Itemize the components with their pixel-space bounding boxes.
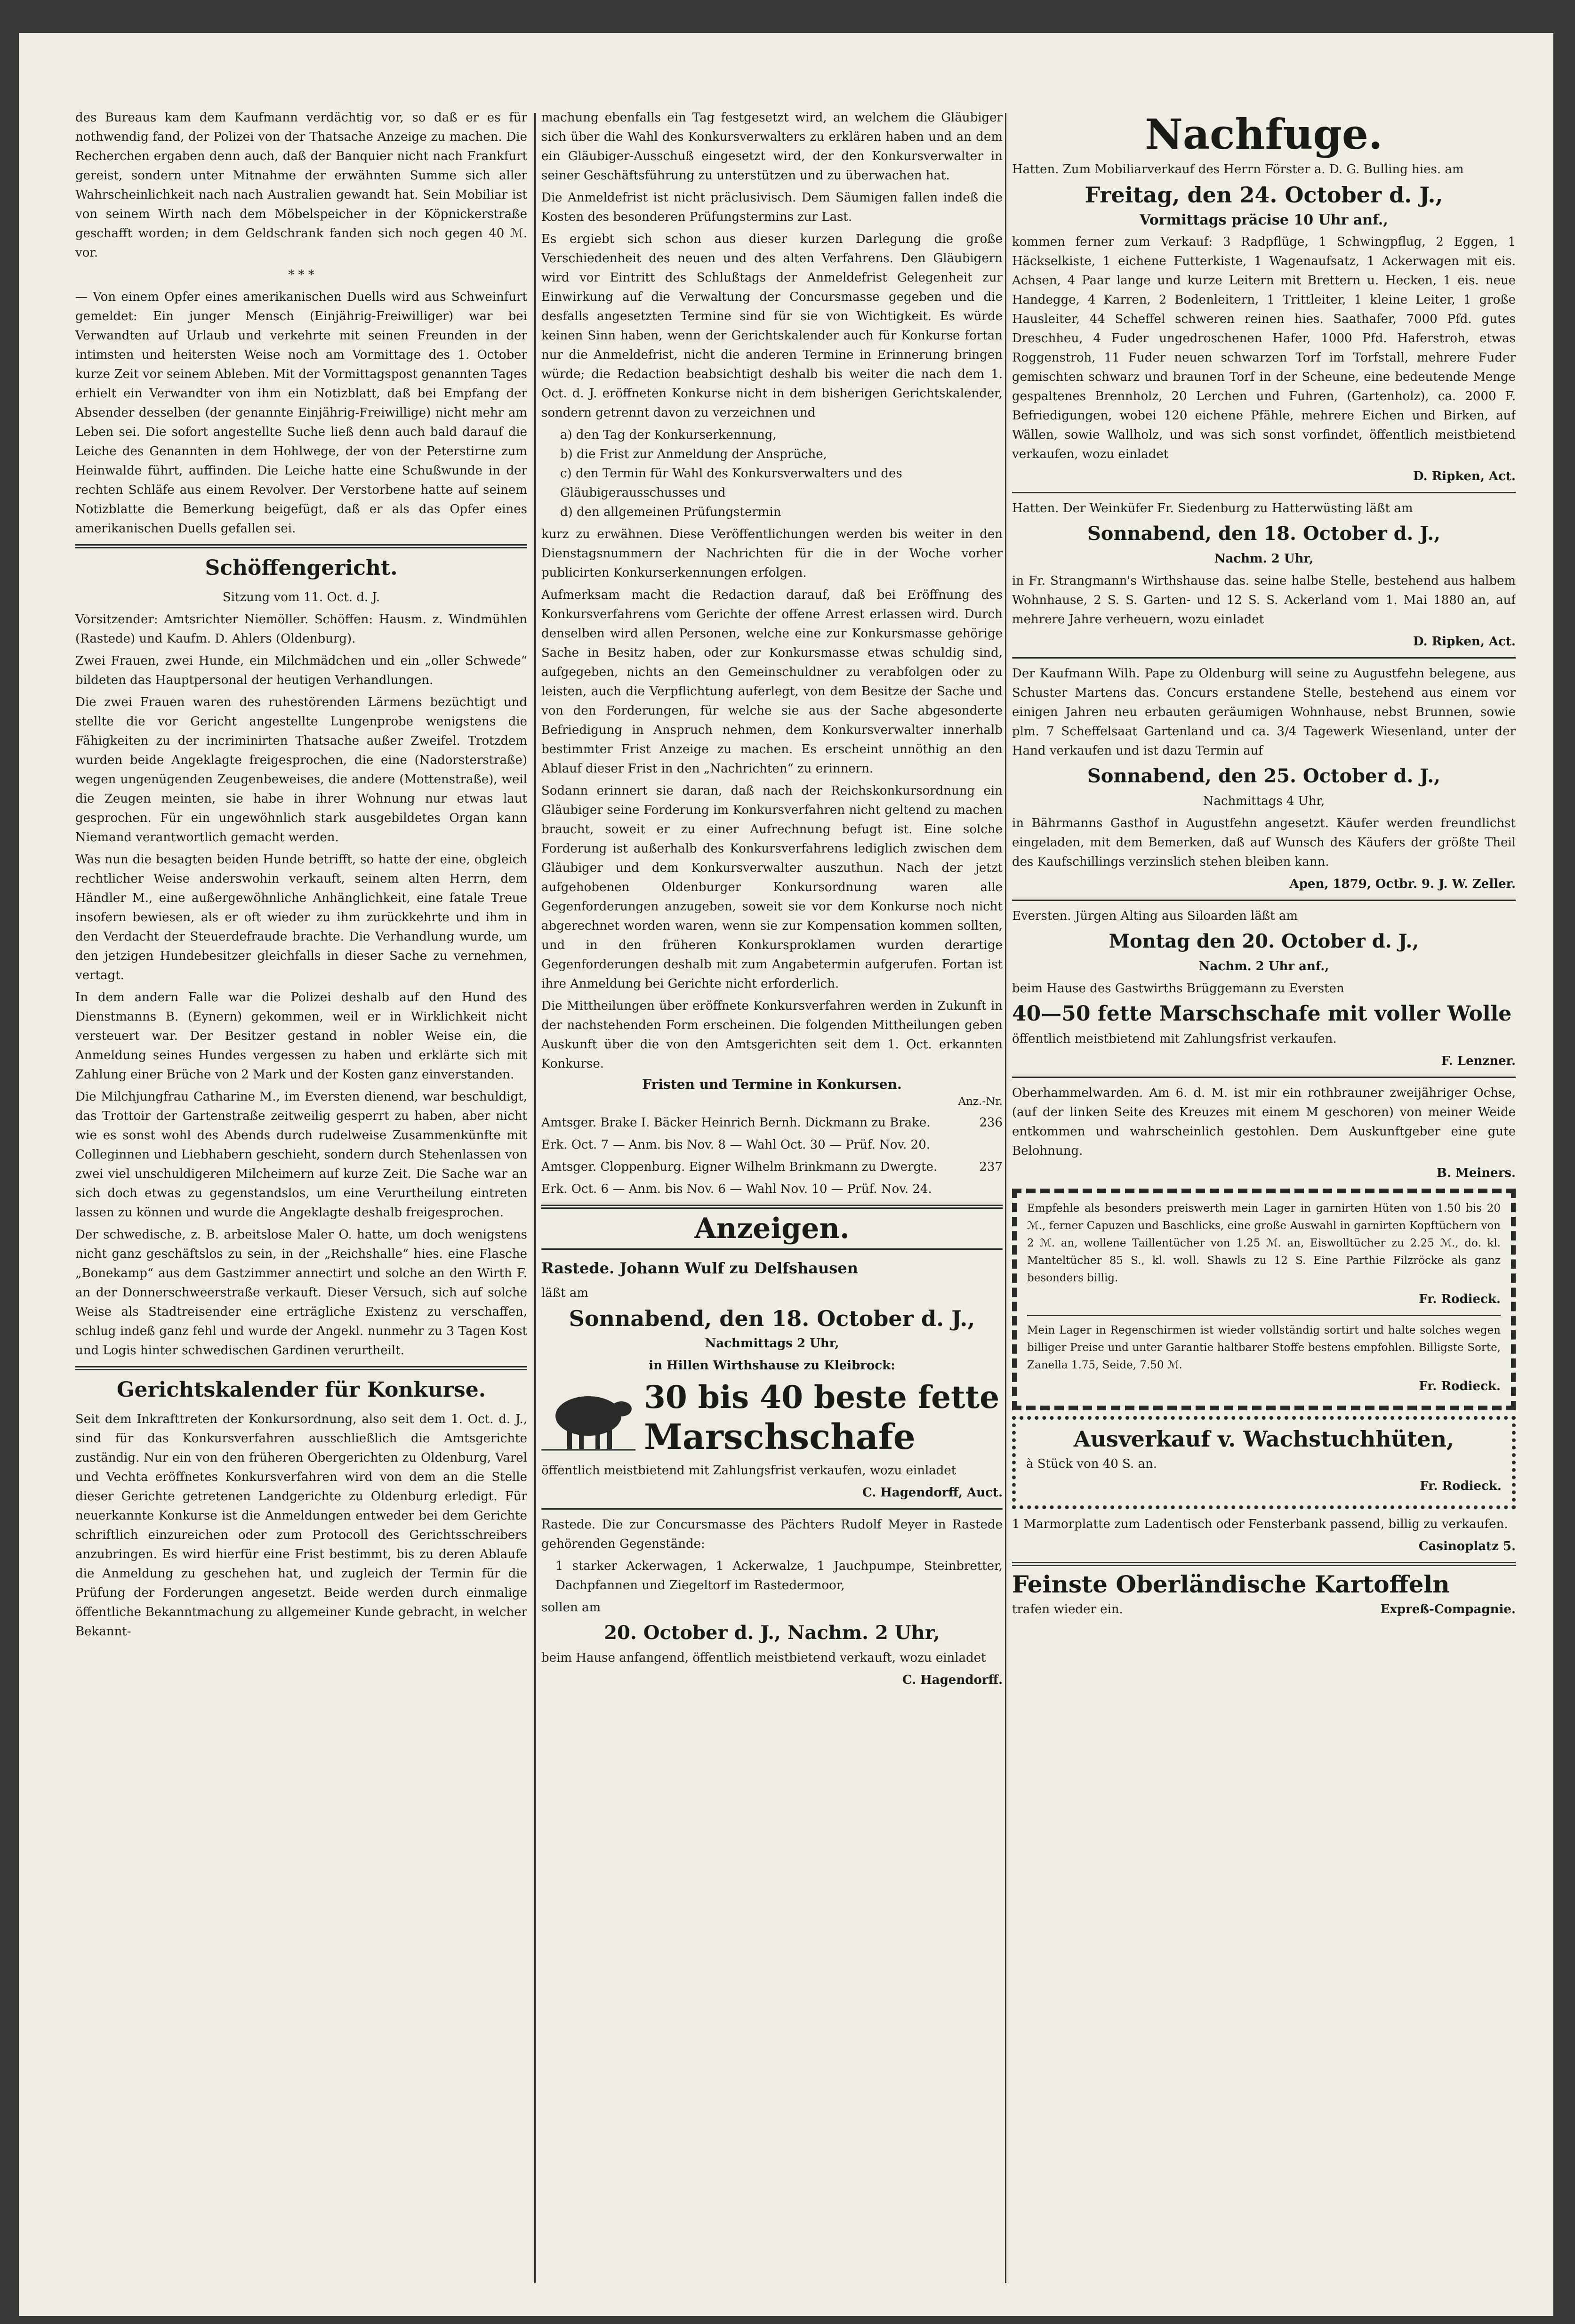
- divider: [1012, 1562, 1516, 1566]
- ad-wulf-title: Marschschafe: [644, 1417, 916, 1457]
- ad-marmor-sign: Casinoplatz 5.: [1418, 1539, 1516, 1553]
- list-item: d) den allgemeinen Prüfungstermin: [560, 505, 781, 519]
- ad-alting-big: 40—50 fette Marschschafe mit voller Wolle: [1012, 1002, 1512, 1026]
- ad-rodieck-sign: Fr. Rodieck.: [1419, 1292, 1501, 1306]
- heading-gerichtskalender: Gerichtskalender für Konkurse.: [116, 1378, 486, 1402]
- ad-pape-body: in Bährmanns Gasthof in Augustfehn angesetzt. Käufer werden freundlichst eingeladen, mit dem Bemerken, daß auf Wunsch des Käufers der größte Theil des Kaufschillings verzinslich stehen bleiben kann.: [1012, 816, 1516, 869]
- ad-siedenburg-time: Nachm. 2 Uhr,: [1214, 552, 1314, 566]
- divider: [1027, 1315, 1501, 1316]
- ad-siedenburg-sign: D. Ripken, Act.: [1413, 635, 1516, 649]
- court-case-dog1: Was nun die besagten beiden Hunde betrifft, so hatte der eine, obgleich rechtlicher Weise anderswohin verkauft, seinem alten Herrn, dem Händler M., eine außergewöhnliche Anhänglichkeit, eine fatale Treue insofern bewiesen, als er oft wieder zu ihm zurückkehrte und ihm in den Verdacht der Steuerdefraude brachte. Die Verhandlung wurde, um den jetzigen Hundebesitzer gleichfalls in dieser Sache zu vernehmen, vertagt.: [75, 852, 527, 982]
- ad-meiners-sign: B. Meiners.: [1436, 1166, 1516, 1180]
- ad-meyer-tail2: beim Hause anfangend, öffentlich meistbietend verkauft, wozu einladet: [541, 1651, 986, 1665]
- konkurs-entry-head: Amtsger. Cloppenburg. Eigner Wilhelm Brinkmann zu Dwergte.: [541, 1160, 938, 1174]
- ad-kartoffeln-title: Feinste Oberländische Kartoffeln: [1012, 1570, 1450, 1598]
- ad-siedenburg-text: Hatten. Der Weinküfer Fr. Siedenburg zu Hatterwüsting läßt am: [1012, 501, 1413, 515]
- ad-siedenburg-date: Sonnabend, den 18. October d. J.,: [1087, 523, 1441, 545]
- ad-bulling-sign: D. Ripken, Act.: [1413, 469, 1516, 483]
- heading-fristen: Fristen und Termine in Konkursen.: [642, 1077, 902, 1092]
- ad-wachstuch-sub: à Stück von 40 S. an.: [1026, 1457, 1157, 1471]
- column-right: [1012, 108, 1516, 2283]
- konkurs-para-2: Die Anmeldefrist ist nicht präclusivisch. Dem Säumigen fallen indeß die Kosten des besonderen Prüfungstermins zur Last.: [541, 191, 1003, 224]
- newspaper-page: [19, 33, 1553, 2316]
- column-left: [75, 108, 527, 2283]
- ad-pape-sign: Apen, 1879, Octbr. 9. J. W. Zeller.: [1289, 877, 1516, 891]
- ad-rodieck-hats: Empfehle als besonders preiswerth mein Lager in garnirten Hüten von 1.50 bis 20 ℳ., ferner Capuzen und Baschlicks, eine große Auswahl in garnirten Kopftüchern von 2 ℳ. an, wollene Taillentücher von 1.25 ℳ. an, Eiswolltücher zu 2.25 ℳ., do. kl. Manteltücher 85 S., kl. woll. Shawls zu 12 S. Eine Parthie Filzröcke als ganz besonders billig.: [1027, 1202, 1501, 1284]
- divider: [75, 1366, 527, 1370]
- ad-wulf-count: 30 bis 40 beste fette: [644, 1379, 1000, 1415]
- divider: [541, 1205, 1003, 1209]
- ad-marmor-text: 1 Marmorplatte zum Ladentisch oder Fensterbank passend, billig zu verkaufen.: [1012, 1517, 1508, 1531]
- ad-meyer-date: 20. October d. J., Nachm. 2 Uhr,: [604, 1622, 940, 1644]
- ad-kartoffeln-text: trafen wieder ein.: [1012, 1602, 1123, 1616]
- divider: [541, 1248, 1003, 1250]
- ad-wulf-sheep-block: [541, 1378, 1003, 1458]
- ad-alting-place: beim Hause des Gastwirths Brüggemann zu Eversten: [1012, 981, 1344, 996]
- divider: [75, 544, 527, 548]
- ad-wachstuch-title: Ausverkauf v. Wachstuchhüten,: [1073, 1426, 1454, 1452]
- ad-pape-time: Nachmittags 4 Uhr,: [1203, 794, 1325, 808]
- sheep-icon: [541, 1383, 635, 1454]
- ad-wulf-big-text: [644, 1378, 999, 1458]
- konkurs-para-6: Sodann erinnert sie daran, daß nach der Reichskonkursordnung ein Gläubiger seine Forderung im Konkursverfahren nicht geltend zu machen braucht, soweit er zu einer Aufrechnung befugt ist. Eine solche Forderung ist außerhalb des Konkursverfahrens lediglich zwischen dem Gläubiger und dem Konkursverwalter auszuthun. Nach der jetzt aufgehobenen Oldenburger Konkursordnung waren alle Gegenforderungen anzugeben, soweit sie vor dem Konkurse noch nicht abgerechnet worden waren, wenn sie zur Kompensation kommen sollten, und in den früheren Konkursproklamen wurden derartige Gegenforderungen deshalb mit zum Angabetermin aufgerufen. Fortan ist ihre Anmeldung bei Gerichte nicht erforderlich.: [541, 784, 1003, 991]
- ad-meyer-text: Rastede. Die zur Concursmasse des Pächters Rudolf Meyer in Rastede gehörenden Gegenstände:: [541, 1518, 1003, 1551]
- ad-alting-time: Nachm. 2 Uhr anf.,: [1198, 959, 1329, 973]
- ad-bulling-text: Hatten. Zum Mobiliarverkauf des Herrn Förster a. D. G. Bulling hies. am: [1012, 162, 1464, 177]
- list-item: a) den Tag der Konkurserkennung,: [560, 428, 777, 442]
- ad-bulling-time: Vormittags präcise 10 Uhr anf.,: [1140, 212, 1388, 228]
- ad-wulf-laesst: läßt am: [541, 1286, 589, 1300]
- divider: [1012, 1077, 1516, 1078]
- ad-wulf-sign: C. Hagendorff, Auct.: [862, 1486, 1003, 1500]
- konkurs-para-5: Aufmerksam macht die Redaction darauf, daß bei Eröffnung des Konkursverfahrens vom Gerichte der offene Arrest erlassen wird. Durch denselben wird allen Personen, welche eine zur Konkursmasse gehörige Sache in Besitz haben, oder zur Konkursmasse etwas schuldig sind, aufgegeben, nichts an den Gemeinschuldner zu verabfolgen oder zu leisten, auch die Verpflichtung auferlegt, von dem Besitze der Sache und von den Forderungen, für welche sie aus der Sache abgesonderte Befriedigung in Anspruch nehmen, dem Konkursverwalter innerhalb bestimmter Frist Anzeige zu machen. Es erscheint unnöthig an den Ablauf dieser Frist in den „Nachrichten“ zu erinnern.: [541, 588, 1003, 776]
- column-middle: [541, 108, 1003, 2283]
- konkurs-entry-dates: Erk. Oct. 7 — Anm. bis Nov. 8 — Wahl Oct. 30 — Prüf. Nov. 20.: [541, 1138, 931, 1152]
- ad-pape-text: Der Kaufmann Wilh. Pape zu Oldenburg will seine zu Augustfehn belegene, aus Schuster Martens das. Concurs erstandene Stelle, bestehend aus einem vor einigen Jahren neu erbauten geräumigen Wohnhause, nebst Brunnen, sowie plm. 7 Scheffelsaat Gartenland und ca. 3/4 Tagewerk Wiesenland, unter der Hand verkaufen und ist dazu Termin auf: [1012, 667, 1516, 758]
- ad-alting-text: Eversten. Jürgen Alting aus Siloarden läßt am: [1012, 909, 1298, 923]
- ad-wulf-place: in Hillen Wirthshause zu Kleibrock:: [649, 1359, 895, 1373]
- konkurs-para-7: Die Mittheilungen über eröffnete Konkursverfahren werden in Zukunft in der nachstehenden Form erscheinen. Die folgenden Mittheilungen geben Auskunft über die von den Amtsgerichten seit dem 1. Oct. erkannten Konkurse.: [541, 999, 1003, 1071]
- ad-wachstuch-frame: [1012, 1416, 1516, 1509]
- article-banker-end: des Bureaus kam dem Kaufmann verdächtig vor, so daß er es für nothwendig fand, der Polizei von der Thatsache Anzeige zu machen. Die Recherchen ergaben denn auch, daß der Banquier nicht nach Frankfurt gereist, sondern unter Mitnahme der erwähnten Summe sich aller Wahrscheinlichkeit nach nach Australien gewandt hat. Sein Mobiliar ist von seinem Wirth nach dem Möbelspeicher in der Köpnickerstraße geschafft worden; in dem Geldschrank fanden sich noch gegen 40 ℳ. vor.: [75, 111, 527, 260]
- divider: [1012, 492, 1516, 493]
- divider: [1012, 900, 1516, 901]
- ad-kartoffeln-footer: [1012, 1600, 1516, 1622]
- ad-siedenburg-body: in Fr. Strangmann's Wirthshause das. seine halbe Stelle, bestehend aus halbem Wohnhause, 2 S. S. Garten- und 12 S. S. Ackerland vom 1. Mai 1880 an, auf mehrere Jahre verheuern, wozu einladet: [1012, 574, 1516, 627]
- ad-wulf-tail: öffentlich meistbietend mit Zahlungsfrist verkaufen, wozu einladet: [541, 1464, 956, 1478]
- court-case-women: Die zwei Frauen waren des ruhestörenden Lärmens bezüchtigt und stellte die vor Gericht angestellte Lungenprobe wenigstens die Fähigkeiten zu der incriminirten Thatsache außer Zweifel. Trotzdem wurden beide Angeklagte freigesprochen, die eine (Nadorsterstraße) wegen ungenügenden Zeugenbeweises, die andere (Mottenstraße), weil die Zeugen meinten, sie habe in ihrer Wohnung nur etwas laut gesprochen. Für ein ungewöhnlich stark ausgebildetes Organ kann Niemand verantwortlich gemacht werden.: [75, 695, 527, 844]
- konkurs-para-1: machung ebenfalls ein Tag festgesetzt wird, an welchem die Gläubiger sich über die Wahl des Konkursverwalters zu erklären haben und an dem ein Gläubiger-Ausschuß eingesetzt wird, der den Konkursverwalter in seiner Geschäftsführung zu unterstützen und zu überwachen hat.: [541, 111, 1003, 183]
- column-rule: [534, 113, 536, 2283]
- ad-wulf-date: Sonnabend, den 18. October d. J.,: [569, 1306, 975, 1331]
- article-konkurse: Seit dem Inkrafttreten der Konkursordnung, also seit dem 1. Oct. d. J., sind für das Konkursverfahren ausschließlich die Amtsgerichte zuständig. Nur ein von den früheren Obergerichten zu Oldenburg, Varel und Vechta eröffnetes Konkursverfahren wird von dem an die Stelle dieser Gerichte getretenen Landgerichte zu Oldenburg erledigt. Für neuerkannte Konkurse ist die Anmeldungen entweder bei dem Gerichte schriftlich einzureichen oder zum Protocoll des Gerichtsschreibers anzubringen. Es wird hierfür eine Frist bestimmt, bis zu deren Ablaufe die Anmeldung zu geschehen hat, und zugleich der Termin für die Prüfung der Forderungen angesetzt. Beide werden durch einmalige öffentliche Bekanntmachung zu allgemeiner Kunde gebracht, in welcher Bekannt-: [75, 1412, 527, 1639]
- court-case-painter: Der schwedische, z. B. arbeitslose Maler O. hatte, um doch wenigstens nicht ganz geschäftslos zu sein, in der „Reichshalle“ hies. eine Flasche „Bonekamp“ aus dem Gastzimmer annectirt und solche an den Wirth F. an der Donnerschweerstraße verkauft. Dieser Versuch, sich auf solche Weise als Stadtreisender eine erträgliche Existenz zu verschaffen, schlug indeß ganz fehl und wurde der Angekl. nunmehr zu 3 Tagen Kost und Logis hinter schwedischen Gardinen verurtheilt.: [75, 1228, 527, 1358]
- divider: [541, 1508, 1003, 1510]
- ad-rodieck-frame: [1012, 1189, 1516, 1410]
- konkurs-entry-nr: 236: [979, 1116, 1003, 1130]
- divider: [1012, 657, 1516, 659]
- column-rule: [1005, 113, 1006, 2283]
- ad-wulf-header: Rastede. Johann Wulf zu Delfshausen: [541, 1259, 858, 1277]
- list-item: c) den Termin für Wahl des Konkursverwalters und des Gläubigerausschusses und: [560, 466, 902, 500]
- konkurs-list: [560, 426, 1003, 522]
- court-intro: Zwei Frauen, zwei Hunde, ein Milchmädchen und ein „oller Schwede“ bildeten das Hauptpersonal der heutigen Verhandlungen.: [75, 654, 527, 687]
- court-case-dog2: In dem andern Falle war die Polizei deshalb auf den Hund des Dienstmanns B. (Eynern) gekommen, weil er in Wirklichkeit nicht versteuert war. Der Besitzer gestand in nobler Weise ein, die Anmeldung seines Hundes vergessen zu haben und erklärte sich mit Zahlung einer Brüche von 2 Mark und der Kosten ganz einverstanden.: [75, 990, 527, 1082]
- list-item: b) die Frist zur Anmeldung der Ansprüche,: [560, 447, 827, 461]
- ad-wulf-time: Nachmittags 2 Uhr,: [705, 1336, 839, 1351]
- konkurs-entry: [541, 1158, 1003, 1180]
- session-date: Sitzung vom 11. Oct. d. J.: [222, 590, 380, 604]
- konkurs-entry: [541, 1113, 1003, 1135]
- heading-schoeffengericht: Schöffengericht.: [205, 556, 398, 580]
- konkurs-entry-nr: 237: [979, 1160, 1003, 1174]
- konkurs-para-3: Es ergiebt sich schon aus dieser kurzen Darlegung die große Verschiedenheit des neuen und des alten Verfahrens. Den Gläubigern wird vor Eintritt des Schlußtags der Anmeldefrist Gelegenheit zur Einwirkung auf die Verwaltung der Concursmasse gegeben und die desfalls angesetzten Termine sind für sie von Wichtigkeit. Es würde keinen Sinn haben, wenn der Gerichtskalender auch für Konkurse fortan nur die Anmeldefrist, nicht die anderen Termine in Erinnerung bringen würde; die Redaction beabsichtigt deshalb bis weiter die nach dem 1. Oct. d. J. eröffneten Konkurse nicht in dem bisherigen Gerichtskalender, sondern getrennt davon zu verzeichnen und: [541, 232, 1003, 420]
- ad-meyer-sign: C. Hagendorff.: [902, 1673, 1003, 1687]
- ad-alting-date: Montag den 20. October d. J.,: [1109, 930, 1419, 952]
- court-members: Vorsitzender: Amtsrichter Niemöller. Schöffen: Hausm. z. Windmühlen (Rastede) und Kaufm. D. Ahlers (Oldenburg).: [75, 612, 527, 646]
- ad-alting-sign: F. Lenzner.: [1441, 1054, 1516, 1068]
- ad-meyer-tail: sollen am: [541, 1600, 601, 1615]
- heading-nachfuge: Nachfuge.: [1145, 110, 1383, 159]
- article-duel: — Von einem Opfer eines amerikanischen Duells wird aus Schweinfurt gemeldet: Ein junger Mensch (Einjährig-Freiwilliger) war bei Verwandten auf Urlaub und verkehrte mit seinen Freunden in der intimsten und heitersten Weise noch am Vormittage des 1. October kurze Zeit vor seinem Ableben. Mit der Vormittagspost genannten Tages erhielt ein Verwandter von ihm ein Notizblatt, daß bei Empfang der Absender desselben (der genannte Einjährig-Freiwillige) nicht mehr am Leben sei. Die sofort angestellte Suche ließ denn auch bald darauf die Leiche des Genannten in dem Hohlwege, der von der Peterstirne zum Heinwalde führt, auffinden. Die Leiche hatte eine Schußwunde in der rechten Schläfe aus einem Revolver. Der Verstorbene hatte auf seinem Notizblatte die Bemerkung beigefügt, daß er als das Opfer eines amerikanischen Duells gefallen sei.: [75, 290, 527, 536]
- ad-meiners-text: Oberhammelwarden. Am 6. d. M. ist mir ein rothbrauner zweijähriger Ochse, (auf der linken Seite des Kreuzes mit einem M geschoren) von meiner Weide entkommen und wahrscheinlich gestohlen. Dem Auskunftgeber eine gute Belohnung.: [1012, 1086, 1516, 1158]
- heading-anzeigen: Anzeigen.: [694, 1212, 850, 1245]
- konkurs-para-4: kurz zu erwähnen. Diese Veröffentlichungen werden bis weiter in den Dienstagsnummern der Nachrichten für die in der Woche vorher publicirten Konkurserkennungen erfolgen.: [541, 527, 1003, 580]
- ad-meyer-items: 1 starker Ackerwagen, 1 Ackerwalze, 1 Jauchpumpe, Steinbretter, Dachpfannen und Ziegeltorf im Rastedermoor,: [555, 1559, 1003, 1592]
- konkurs-entry-head: Amtsger. Brake I. Bäcker Heinrich Bernh. Dickmann zu Brake.: [541, 1116, 931, 1130]
- ad-alting-tail: öffentlich meistbietend mit Zahlungsfrist verkaufen.: [1012, 1032, 1337, 1046]
- ad-pape-date: Sonnabend, den 25. October d. J.,: [1087, 765, 1441, 787]
- ad-bulling-body: kommen ferner zum Verkauf: 3 Radpflüge, 1 Schwingpflug, 2 Eggen, 1 Häckselkiste, 1 eichene Futterkiste, 1 Wagenaufsatz, 1 Ackerwagen mit eis. Achsen, 4 Paar lange und kurze Leitern mit Brettern u. Hecken, 1 eis. neue Handegge, 4 Karren, 2 Bodenleitern, 1 Trittleiter, 1 kleine Leiter, 1 große Hausleiter, 44 Scheffel schweren reinen hies. Saathafer, 7000 Pfd. gutes Dreschheu, 4 Fuder ungedroschenen Hafer, 1000 Pfd. Haferstroh, etwas Roggenstroh, 11 Fuder neuen schwarzen Torf im Torfstall, mehrere Fuder gemischten schwarz und braunen Torf in der Scheune, eine bedeutende Menge gespaltenes Brennholz, 20 Lerchen und Fuhren, (Gartenholz), ca. 2000 F. Befriedigungen, wobei 120 eichene Pfähle, mehrere Eichen und Birken, auf Wällen, sowie Wallholz, und was sich sonst vorfindet, öffentlich meistbietend verkaufen, wozu einladet: [1012, 235, 1516, 461]
- ad-rodieck-sign: Fr. Rodieck.: [1419, 1379, 1501, 1393]
- anz-nr-label: Anz.-Nr.: [958, 1095, 1003, 1108]
- ad-wachstuch-sign: Fr. Rodieck.: [1420, 1479, 1502, 1493]
- ad-kartoffeln-sign: Expreß-Compagnie.: [1380, 1602, 1516, 1616]
- court-case-milkmaid: Die Milchjungfrau Catharine M., im Eversten dienend, war beschuldigt, das Trottoir der Gartenstraße zeitweilig gesperrt zu haben, aber nicht wie es sonst wohl des Abends durch rudelweise Zusammenkünfte mit Colleginnen und Liebhabern geschieht, sondern durch Stehenlassen von zwei viel unschuldigeren Milcheimern auf kurze Zeit. Die Sache war an sich doch etwas zu gegenstandslos, um eine Verurtheilung eintreten lassen zu können und wurde die Angeklagte deshalb freigesprochen.: [75, 1090, 527, 1220]
- section-separator: * * *: [288, 268, 314, 282]
- ad-bulling-date: Freitag, den 24. October d. J.,: [1085, 182, 1443, 208]
- ad-rodieck-umbrellas: Mein Lager in Regenschirmen ist wieder vollständig sortirt und halte solches wegen billiger Preise und unter Garantie haltbarer Stoffe bestens empfohlen. Billigste Sorte, Zanella 1.75, Seide, 7.50 ℳ.: [1027, 1324, 1501, 1371]
- konkurs-entry-dates: Erk. Oct. 6 — Anm. bis Nov. 6 — Wahl Nov. 10 — Prüf. Nov. 24.: [541, 1182, 932, 1196]
